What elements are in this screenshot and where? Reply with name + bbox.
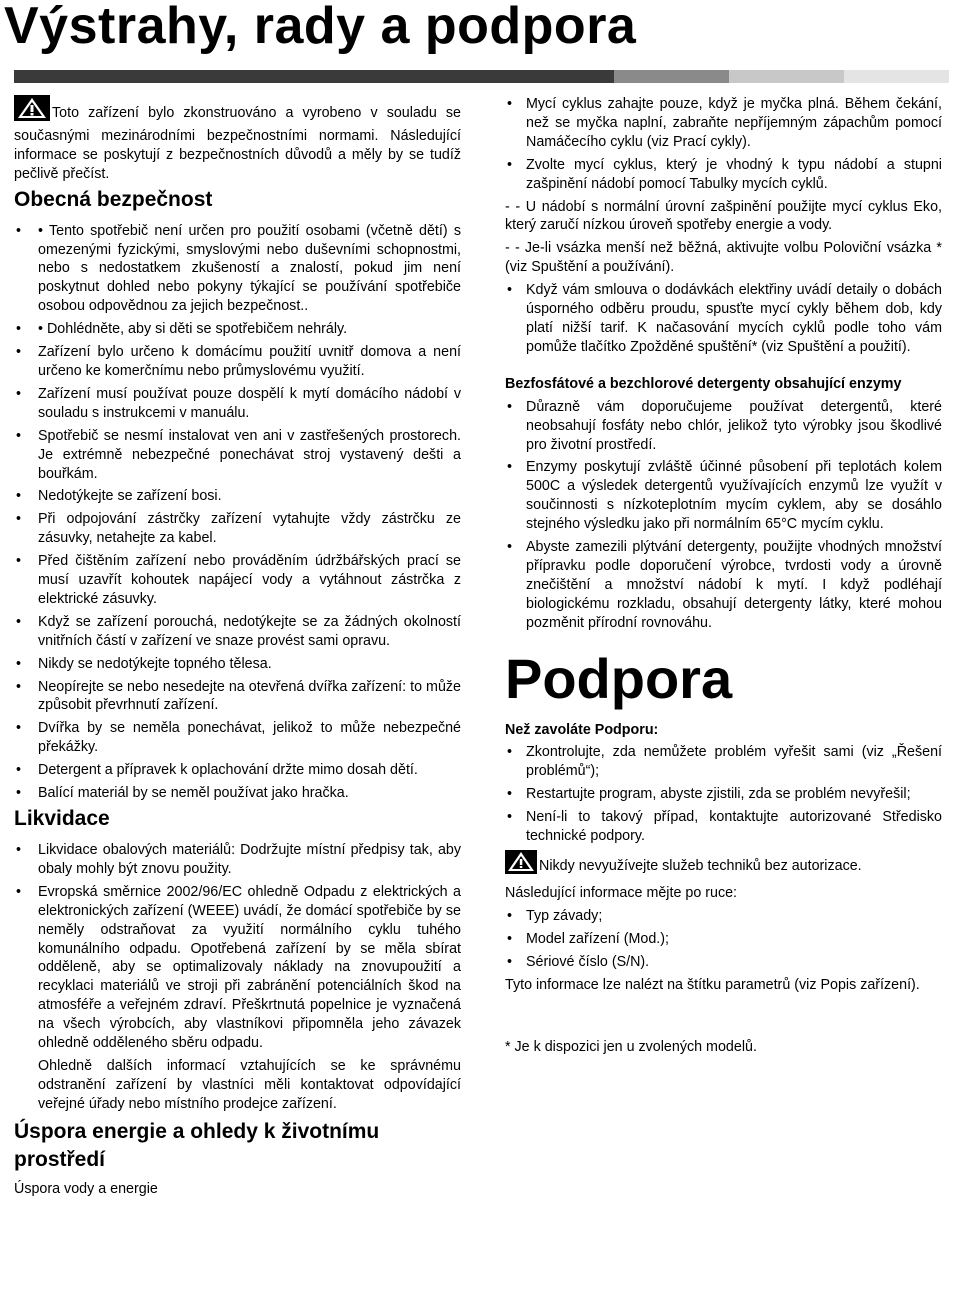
list-item: • Detergent a přípravek k oplachování držte mimo dosah dětí. <box>14 761 461 780</box>
list-item: • Když se zařízení porouchá, nedotýkejte se za žádných okolností vnitřních částí v zařízení ve snaze provést sami opravu. <box>14 613 461 651</box>
list-item: • Typ závady; <box>505 907 942 926</box>
list-item: • Mycí cyklus zahajte pouze, když je myčka plná. Během čekání, než se myčka naplní, zabraňte nepříjemným zápachům pomocí Namáčecího cyklu (viz Prací cykly). <box>505 95 942 152</box>
list-item: • Sériové číslo (S/N). <box>505 953 942 972</box>
list-item: • Zařízení musí používat pouze dospělí k mytí domácího nádobí v souladu s instrukcemi v manuálu. <box>14 385 461 423</box>
list-item: • Likvidace obalových materiálů: Dodržujte místní předpisy tak, aby obaly mohly být znovu použity. <box>14 841 461 879</box>
eco-paragraph: - - U nádobí s normální úrovní zašpinění použijte mycí cyklus Eko, který zaručí nízkou úroveň spotřeby energie a vody. <box>505 198 942 234</box>
list-item: • Při odpojování zástrčky zařízení vytahujte vždy zástrčku ze zásuvky, netahejte za kabel. <box>14 510 461 548</box>
list-item: • Důrazně vám doporučujeme používat detergentů, které neobsahují fosfáty nebo chlór, jelikož tyto výrobky jsou škodlivé pro životní prostředí. <box>505 398 942 455</box>
list-item: • Dvířka by se neměla ponechávat, jelikož to může nebezpečné překážky. <box>14 719 461 757</box>
saving-list-1 <box>505 95 942 194</box>
info-list <box>505 907 942 972</box>
list-item: • Nedotýkejte se zařízení bosi. <box>14 487 461 506</box>
left-column <box>14 95 461 1203</box>
page-title: Výstrahy, rady a podpora <box>4 0 637 55</box>
half-load-paragraph: - - Je-li vsázka menší než běžná, aktivujte volbu Poloviční vsázka * (viz Spuštění a používání). <box>505 240 942 276</box>
list-item: • Neopírejte se nebo nesedejte na otevřená dvířka zařízení: to může způsobit převrhnutí zařízení. <box>14 678 461 716</box>
info-location: Tyto informace lze nalézt na štítku parametrů (viz Popis zařízení). <box>505 976 920 993</box>
list-item: • Zkontrolujte, zda nemůžete problém vyřešit sami (viz „Řešení problémů“); <box>505 743 942 781</box>
info-intro: Následující informace mějte po ruce: <box>505 884 738 901</box>
list-item: • Zařízení bylo určeno k domácímu použití uvnitř domova a není určeno ke komerčnímu nebo průmyslovému využití. <box>14 343 461 381</box>
warning-icon <box>505 850 537 880</box>
support-heading: Podpora <box>505 646 733 710</box>
energy-subheading: Úspora vody a energie <box>14 1180 158 1197</box>
list-item: • Před čištěním zařízení nebo prováděním údržbářských prací se musí uzavřít kohoutek napájecí vody a vytáhnout zástrčka z elektrické zásuvky. <box>14 552 461 609</box>
warning-icon <box>14 95 50 127</box>
general-safety-heading: Obecná bezpečnost <box>14 187 213 211</box>
list-item: • Evropská směrnice 2002/96/EC ohledně Odpadu z elektrických a elektronických zařízení (WEEE) uvádí, že domácí spotřebiče by se neměly odstraňovat za využití normálního cyklu tuhého komunálního odpadu. Opotřebená zařízení by se měla sbírat odděleně, aby se optimalizovaly náklady na znovupoužití a recyklaci materiálů ve stroji při zabránění potenciálních škod na atmosféře a veřejném zdraví. Přeškrtnutá popelnice je vyznačená na všech výrobcích, aby vlastníkovi připomněla jeho závazek ohledně odděleného sběru odpadu. <box>14 883 461 1053</box>
list-item: • Restartujte program, abyste zjistili, zda se problém nevyřešil; <box>505 785 942 804</box>
footnote: * Je k dispozici jen u zvolených modelů. <box>505 1039 757 1056</box>
saving-list-2 <box>505 281 942 357</box>
support-list <box>505 743 942 846</box>
list-item: • Enzymy poskytují zvláště účinné působení při teplotách kolem 500C a výsledek detergentů využívajících enzymů lze využít v součinnosti s nízkoteplotním mycím cyklem, aby se dosáhlo stejného výsledku jako při normálním 65°C mycím cyklu. <box>505 458 942 534</box>
list-item: • Balící materiál by se neměl používat jako hračka. <box>14 784 461 803</box>
disposal-list <box>14 841 461 1053</box>
general-safety-list <box>14 222 461 803</box>
energy-heading: Úspora energie a ohledy k životnímu prostředí <box>14 1119 380 1171</box>
disposal-heading: Likvidace <box>14 807 110 830</box>
right-column <box>505 95 942 1061</box>
list-item: • Model zařízení (Mod.); <box>505 930 942 949</box>
disposal-paragraph: Ohledně dalších informací vztahujících se ke správnému odstranění zařízení by vlastníci měli kontaktovat odpovídající veřejné úřady nebo místního prodejce zařízení. <box>38 1057 461 1112</box>
header-rule <box>14 70 949 83</box>
intro-paragraph <box>14 95 461 184</box>
detergent-heading: Bezfosfátové a bezchlorové detergenty obsahující enzymy <box>505 375 902 392</box>
intro-text: Toto zařízení bylo zkonstruováno a vyrobeno v souladu se současnými mezinárodními bezpečnostními normami. Následující informace se poskytují z bezpečnostních důvodů a měly by se tudíž pečlivě přečíst. <box>14 105 461 182</box>
list-item: • Když vám smlouva o dodávkách elektřiny uvádí detaily o dobách úsporného odběru proudu, spusťte mycí cykly během dob, kdy platí nižší tarif. K načasování mycích cyklů podle toho vám pomůže tlačítko Zpožděné spuštění* (viz Spuštění a použití). <box>505 281 942 357</box>
list-item: • • Dohlédněte, aby si děti se spotřebičem nehrály. <box>14 320 461 339</box>
list-item: • • Tento spotřebič není určen pro použití osobami (včetně dětí) s omezenými fyzickými, smyslovými nebo duševními schopnostmi, nebo s nedostatkem zkušeností a znalostí, pokud jim není poskytnut dohled nebo pokyny týkající se používání spotřebiče osobou odpovědnou za jejich bezpečnost.. <box>14 222 461 317</box>
warning-paragraph <box>505 850 942 880</box>
detergent-list <box>505 398 942 633</box>
list-item: • Abyste zamezili plýtvání detergenty, použijte vhodných množství přípravku podle doporučení výrobce, tvrdosti vody a úrovně znečištění a množství nádobí k mytí. I když podléhají biologickému rozkladu, obsahují detergenty látky, které mohou pozměnit přírodní rovnováhu. <box>505 538 942 633</box>
warning-text: Nikdy nevyužívejte služeb techniků bez autorizace. <box>539 858 862 874</box>
list-item: • Nikdy se nedotýkejte topného tělesa. <box>14 655 461 674</box>
list-item: • Zvolte mycí cyklus, který je vhodný k typu nádobí a stupni zašpinění nádobí pomocí Tabulky mycích cyklů. <box>505 156 942 194</box>
before-call-label: Než zavoláte Podporu: <box>505 721 659 738</box>
list-item: • Není-li to takový případ, kontaktujte autorizované Středisko technické podpory. <box>505 808 942 846</box>
list-item: • Spotřebič se nesmí instalovat ven ani v zastřešených prostorech. Je extrémně nebezpečné ponechávat stroj vystavený dešti a bouřkám. <box>14 427 461 484</box>
